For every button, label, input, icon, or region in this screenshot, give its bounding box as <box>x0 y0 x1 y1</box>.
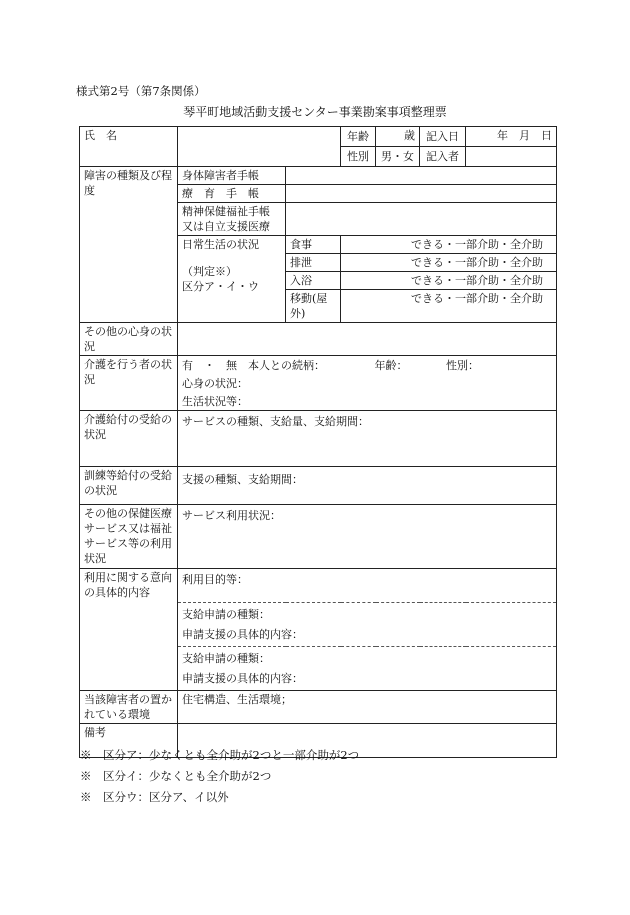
application-type-1: 支給申請の種類： <box>182 608 270 621</box>
intake-form-table <box>79 126 557 758</box>
activity-options[interactable]: できる・一部介助・全介助 <box>341 272 557 290</box>
other-service-text: サービス利用状況： <box>182 509 281 522</box>
physical-handbook-label: 身体障害者手帳 <box>178 167 286 185</box>
sex-label: 性別 <box>341 147 376 167</box>
activity-item: 排泄 <box>286 254 341 272</box>
caregiver-field[interactable] <box>178 356 557 411</box>
caregiver-line3: 生活状況等： <box>182 395 248 408</box>
environment-label: 当該障害者の置かれている環境 <box>80 691 178 724</box>
daily-life-label <box>178 236 286 323</box>
activity-options[interactable]: できる・一部介助・全介助 <box>341 254 557 272</box>
mental-handbook-field[interactable] <box>286 203 557 236</box>
activity-options[interactable]: できる・一部介助・全介助 <box>341 236 557 254</box>
intent-label: 利用に関する意向の具体的内容 <box>80 569 178 691</box>
name-label: 氏 名 <box>80 127 178 167</box>
environment-field[interactable] <box>178 691 557 724</box>
physical-handbook-field[interactable] <box>286 167 557 185</box>
application-detail-1: 申請支援の具体的内容： <box>182 628 303 641</box>
care-benefit-text: サービスの種類、支給量、支給期間： <box>182 415 369 428</box>
sex-options[interactable]: 男・女 <box>376 147 420 167</box>
remarks-label: 備考 <box>80 724 178 758</box>
training-benefit-text: 支援の種類、支給期間： <box>182 473 303 486</box>
application-type-2: 支給申請の種類： <box>182 652 270 665</box>
form-code: 様式第2号（第7条関係） <box>76 84 206 98</box>
environment-text: 住宅構造、生活環境； <box>182 693 292 706</box>
other-service-field[interactable] <box>178 505 557 569</box>
activity-item: 移動(屋外) <box>286 290 341 323</box>
entry-date-field[interactable]: 年 月 日 <box>466 127 557 147</box>
age-field[interactable] <box>376 127 420 147</box>
other-service-label: その他の保健医療サービス又は福祉サービス等の利用状況 <box>80 505 178 569</box>
note-category-i: ※ 区分イ：少なくとも全介助が2つ <box>80 769 272 783</box>
disability-label: 障害の種類及び程度 <box>80 167 178 323</box>
purpose-field[interactable] <box>178 569 557 603</box>
name-field[interactable] <box>178 127 341 167</box>
rehab-handbook-label: 療 育 手 帳 <box>178 185 286 203</box>
daily-life-title: 日常生活の状況 <box>182 238 259 251</box>
activity-item: 食事 <box>286 236 341 254</box>
activity-item: 入浴 <box>286 272 341 290</box>
form-title: 琴平町地域活動支援センター事業勘案事項整理票 <box>183 105 447 119</box>
application-block-2[interactable] <box>178 647 557 691</box>
recorder-label: 記入者 <box>420 147 466 167</box>
age-label: 年齢 <box>341 127 376 147</box>
age-unit: 歳 <box>404 129 415 142</box>
mental-handbook-line1: 精神保健福祉手帳 <box>182 205 270 218</box>
application-detail-2: 申請支援の具体的内容： <box>182 672 303 685</box>
other-condition-label: その他の心身の状況 <box>80 323 178 356</box>
mental-handbook-line2: 又は自立支援医療 <box>182 220 270 233</box>
note-category-a: ※ 区分ア：少なくとも全介助が2つと一部介助が2つ <box>80 748 360 762</box>
note-category-u: ※ 区分ウ：区分ア、イ以外 <box>80 790 229 804</box>
category-label: 区分ア・イ・ウ <box>182 280 259 293</box>
recorder-field[interactable] <box>466 147 557 167</box>
mental-handbook-label <box>178 203 286 236</box>
training-benefit-field[interactable] <box>178 467 557 505</box>
rehab-handbook-field[interactable] <box>286 185 557 203</box>
judgement-label: （判定※） <box>182 265 237 278</box>
caregiver-label: 介護を行う者の状況 <box>80 356 178 411</box>
other-condition-field[interactable] <box>178 323 557 356</box>
care-benefit-label: 介護給付の受給の状況 <box>80 411 178 467</box>
training-benefit-label: 訓練等給付の受給の状況 <box>80 467 178 505</box>
care-benefit-field[interactable] <box>178 411 557 467</box>
caregiver-line2: 心身の状況： <box>182 377 248 390</box>
caregiver-line1: 有 ・ 無 本人との続柄： 年齢： 性別： <box>182 359 479 372</box>
purpose-text: 利用目的等： <box>182 573 248 586</box>
activity-options[interactable]: できる・一部介助・全介助 <box>341 290 557 323</box>
entry-date-label: 記入日 <box>420 127 466 147</box>
application-block-1[interactable] <box>178 603 557 647</box>
